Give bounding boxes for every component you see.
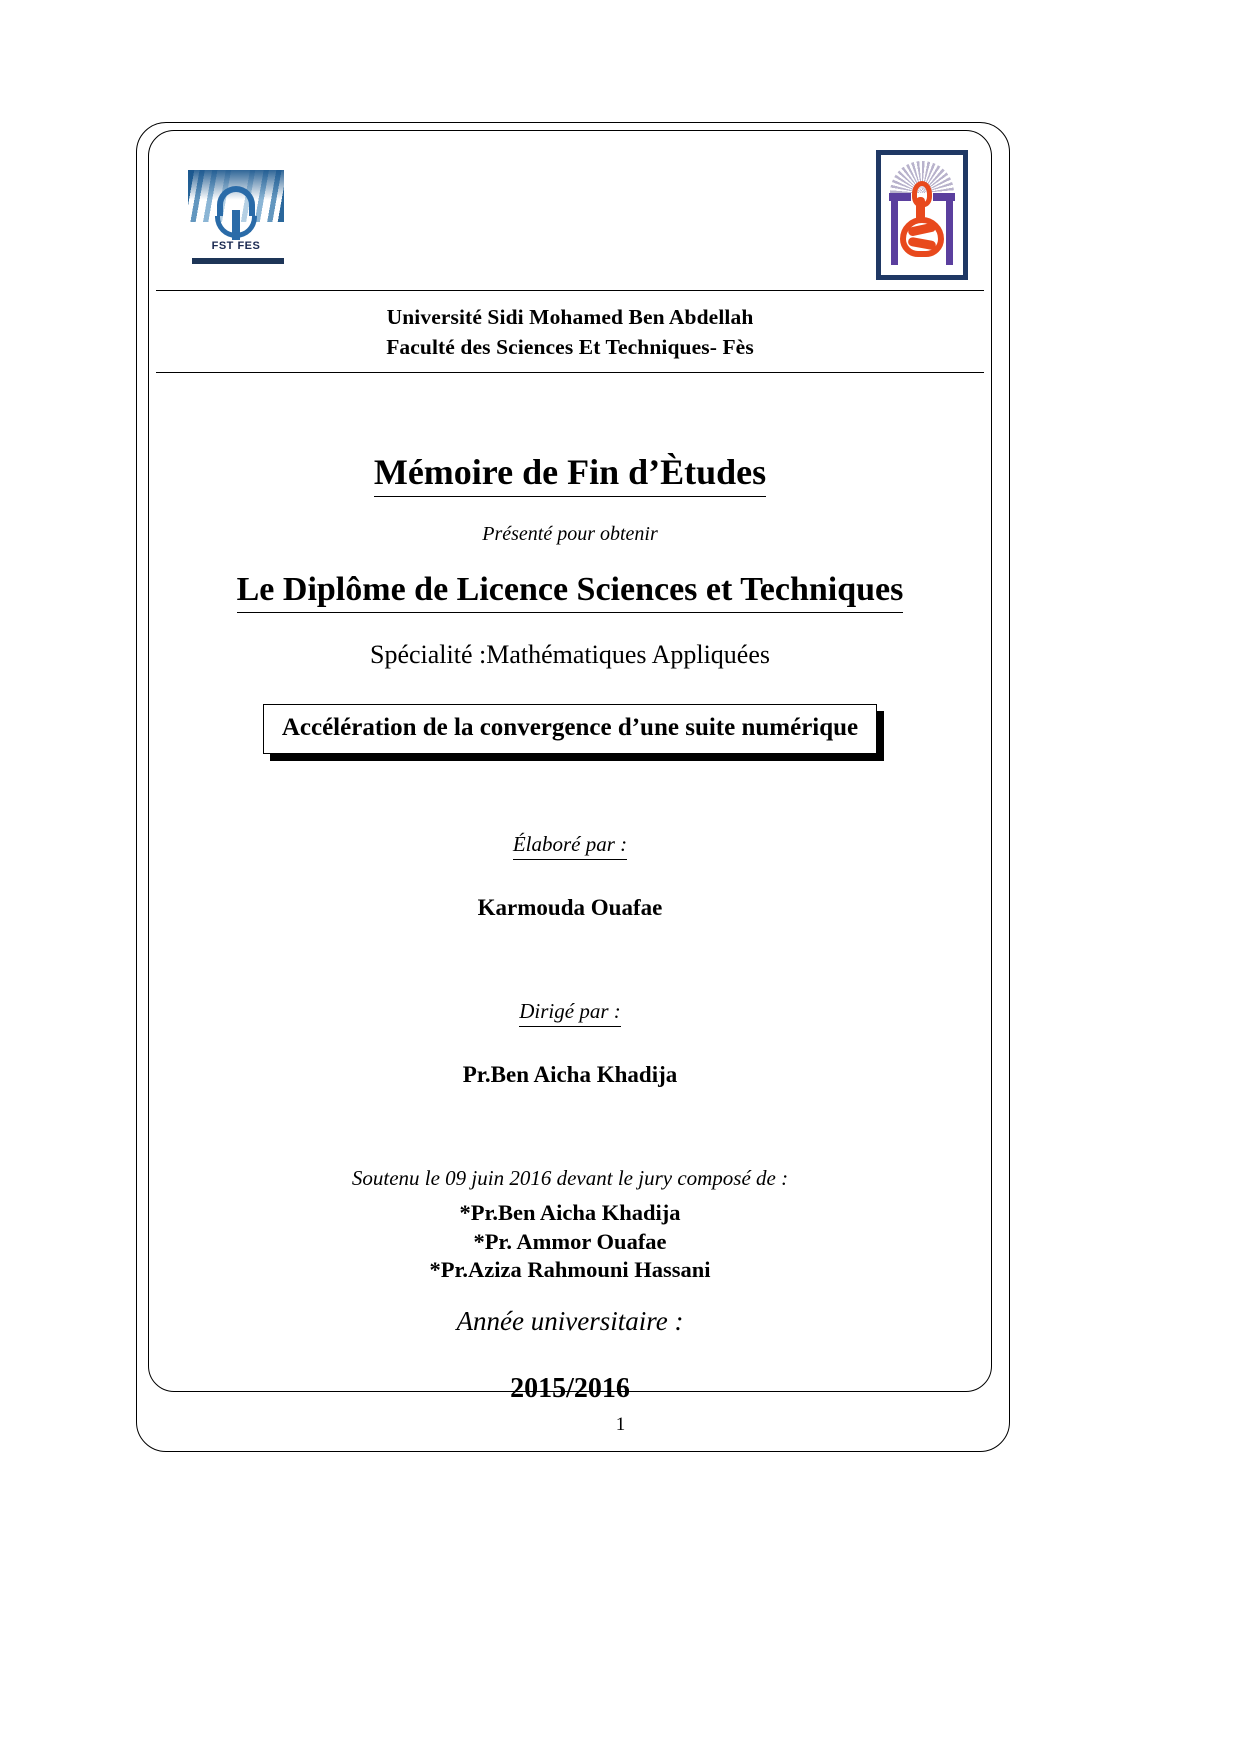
- university-header: [150, 291, 990, 372]
- supervisor-label-text: Dirigé par :: [519, 999, 621, 1027]
- specialty-line: Spécialité :Mathématiques Appliquées: [369, 640, 771, 670]
- thesis-type-title-text: Mémoire de Fin d’Ètudes: [374, 452, 766, 497]
- jury-member: *Pr.Ben Aicha Khadija: [459, 1200, 681, 1226]
- fst-logo-caption: FST FES: [211, 240, 261, 252]
- cover-page-content: [150, 130, 990, 1405]
- supervisor-label: [150, 999, 990, 1024]
- jury-member: *Pr.Aziza Rahmouni Hassani: [429, 1256, 711, 1282]
- author-label-text: Élaboré par :: [513, 832, 627, 860]
- thesis-type-title: [150, 451, 990, 494]
- university-name: Université Sidi Mohamed Ben Abdellah: [386, 305, 754, 329]
- seal-calligraphy-icon: [898, 181, 946, 261]
- subject-box-wrap: [150, 704, 990, 754]
- faculty-name: Faculté des Sciences Et Techniques- Fès: [386, 334, 754, 359]
- degree-title-text: Le Diplôme de Licence Sciences et Techniques: [237, 571, 904, 613]
- presented-for-label: Présenté pour obtenir: [482, 522, 658, 545]
- academic-year-value: 2015/2016: [510, 1373, 630, 1405]
- logo-row: [150, 130, 990, 290]
- author-name: Karmouda Ouafae: [477, 895, 663, 921]
- fst-logo-body: [188, 170, 284, 262]
- page-number: 1: [615, 1414, 626, 1435]
- seal-column-right-icon: [946, 193, 953, 265]
- usmba-university-seal: [876, 150, 968, 280]
- fst-logo-underbar: [192, 258, 284, 264]
- fst-bowl-icon: [215, 216, 257, 238]
- seal-column-left-icon: [891, 193, 898, 265]
- academic-year-label: Année universitaire :: [456, 1306, 684, 1337]
- subject-box: [263, 704, 877, 754]
- defense-intro: Soutenu le 09 juin 2016 devant le jury composé de :: [351, 1166, 789, 1191]
- jury-list: [150, 1199, 990, 1284]
- jury-member: *Pr. Ammor Ouafae: [473, 1228, 667, 1254]
- subject-title: Accélération de la convergence d’une suite numérique: [263, 704, 877, 754]
- author-label: [150, 832, 990, 857]
- degree-title: [150, 570, 990, 611]
- fst-fes-logo: [188, 170, 284, 270]
- supervisor-name: Pr.Ben Aicha Khadija: [462, 1062, 678, 1088]
